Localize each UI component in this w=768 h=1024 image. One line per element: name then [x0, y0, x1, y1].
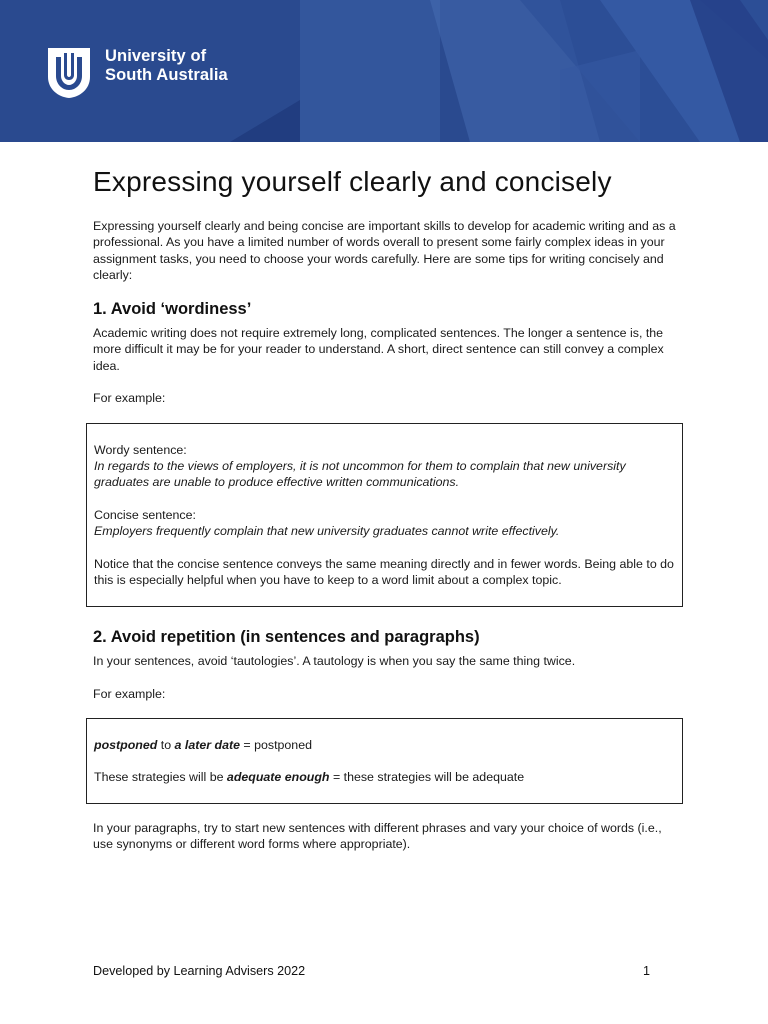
- concise-sentence-text: Employers frequently complain that new university graduates cannot write effectively.: [94, 524, 560, 538]
- section1-for-example: For example:: [93, 391, 166, 405]
- university-logo[interactable]: [47, 47, 228, 99]
- intro-paragraph: Expressing yourself clearly and being concise are important skills to develop for academic writing and as a professional. As you have a limited number of words overall to present some fairly complex ideas in your assignment tasks, you need to choose your words carefully. Here are some tips for writing concisely and clearly:: [93, 219, 676, 282]
- example2-bold-phrase: adequate enough: [226, 770, 330, 784]
- university-crest-icon: [47, 47, 91, 99]
- section2-heading: 2. Avoid repetition (in sentences and paragraphs): [93, 628, 480, 646]
- example1-bold-word: postponed: [94, 738, 158, 752]
- page-title: Expressing yourself clearly and concisely: [93, 166, 612, 197]
- concise-sentence-label: Concise sentence:: [94, 508, 196, 522]
- example1-result: = postponed: [239, 738, 312, 752]
- example1-bold-phrase: a later date: [174, 738, 240, 752]
- example2-start: These strategies will be: [94, 770, 227, 784]
- repetition-example-box: [86, 718, 683, 804]
- section1-body: Academic writing does not require extremely long, complicated sentences. The longer a sentence is, the more difficult it may be for your reader to understand. A short, direct sentence can still convey a complex idea.: [93, 326, 664, 373]
- university-name-line2: South Australia: [105, 66, 228, 84]
- tautology-example-1: [94, 737, 679, 753]
- example1-connector: to: [157, 738, 175, 752]
- tautology-example-2: [94, 769, 679, 785]
- wordy-sentence-text: In regards to the views of employers, it is not uncommon for them to complain that new university graduates are unable to produce effective written communications.: [94, 459, 626, 490]
- wordy-sentence-label: Wordy sentence:: [94, 443, 187, 457]
- page-number: 1: [643, 964, 651, 978]
- wordiness-example-box: [86, 423, 683, 607]
- section2-for-example: For example:: [93, 687, 166, 701]
- example2-result: = these strategies will be adequate: [329, 770, 525, 784]
- header-banner: [0, 0, 768, 142]
- section2-closing: In your paragraphs, try to start new sentences with different phrases and vary your choice of words (i.e., use synonyms or different word forms where appropriate).: [93, 821, 662, 852]
- university-name: [105, 47, 228, 85]
- section2-body: In your sentences, avoid ‘tautologies’. A tautology is when you say the same thing twice.: [93, 654, 576, 668]
- notice-paragraph: Notice that the concise sentence conveys the same meaning directly and in fewer words. Being able to do this is especially helpful when you have to keep to a word limit about a complex topic.: [94, 557, 674, 588]
- university-name-line1: University of: [105, 47, 207, 65]
- footer-credit: Developed by Learning Advisers 2022: [93, 964, 306, 978]
- section1-heading: 1. Avoid ‘wordiness’: [93, 300, 252, 318]
